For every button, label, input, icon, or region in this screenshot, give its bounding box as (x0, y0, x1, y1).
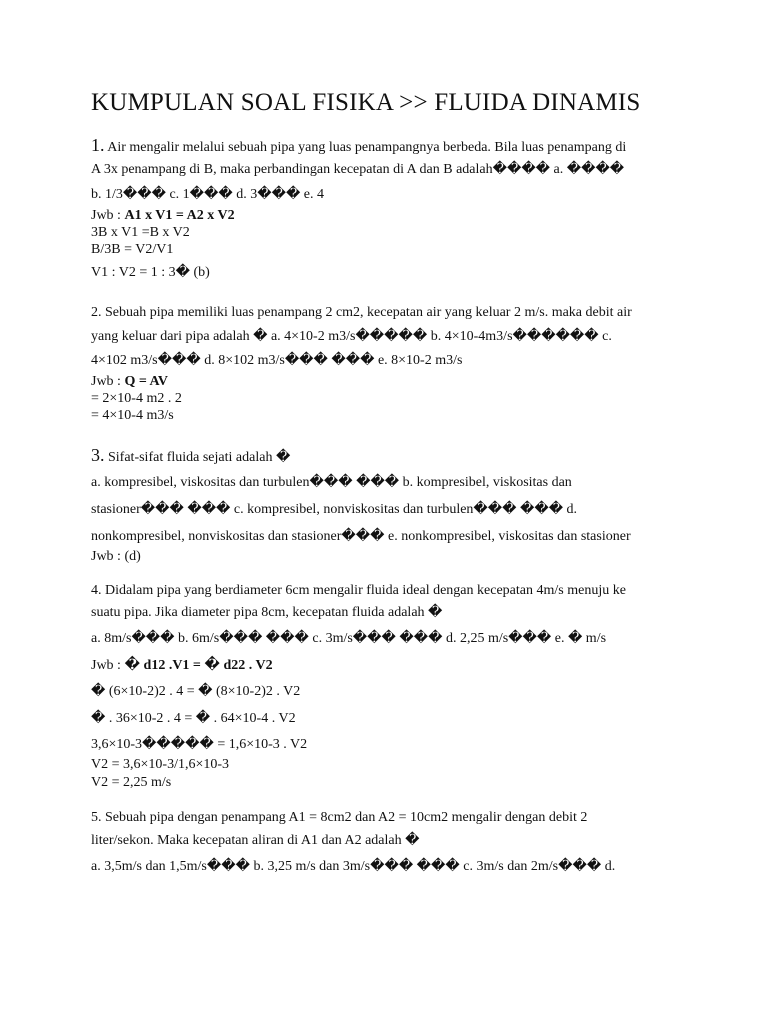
q5-line-1: 5. Sebuah pipa dengan penampang A1 = 8cm2 dan A2 = 10cm2 mengalir dengan debit 2 (91, 810, 588, 825)
q4-options: a. 8m/s��� b. 6m/s��� ��� c. 3m/s��� ��� d. 2,25 m/s��� e. � m/s (91, 631, 607, 646)
q1-jwb-label: Jwb : (91, 208, 125, 223)
q1-step-2: B/3B = V2/V1 (91, 242, 174, 257)
q2-step-2: = 4×10-4 m3/s (91, 408, 174, 423)
q1-options: b. 1/3��� c. 1��� d. 3��� e. 4 (91, 187, 325, 202)
q4-step-2: � . 36×10-2 . 4 = � . 64×10-4 . V2 (91, 711, 296, 726)
q3-answer-line: Jwb : (d) (91, 549, 141, 564)
q1-line-2: A 3x penampang di B, maka perbandingan kecepatan di A dan B adalah���� a. ���� (91, 162, 625, 177)
q4-step-1: � (6×10-2)2 . 4 = � (8×10-2)2 . V2 (91, 684, 301, 699)
q2-line-2: yang keluar dari pipa adalah � a. 4×10-2 m3/s����� b. 4×10-4m3/s������ c. (91, 329, 612, 344)
page-title: KUMPULAN SOAL FISIKA >> FLUIDA DINAMIS (91, 89, 641, 116)
q2-answer-line (91, 373, 168, 391)
q4-step-5: V2 = 2,25 m/s (91, 775, 172, 790)
q4-jwb-formula: � d12 .V1 = � d22 . V2 (124, 658, 273, 673)
q4-step-4: V2 = 3,6×10-3/1,6×10-3 (91, 757, 230, 772)
q2-jwb-formula: Q = AV (124, 374, 168, 389)
q4-line-1: 4. Didalam pipa yang berdiameter 6cm mengalir fluida ideal dengan kecepatan 4m/s menuju ke (91, 583, 626, 598)
q4-answer-line (91, 657, 273, 675)
q1-number: 1. (91, 135, 105, 155)
q1-line-1 (91, 136, 626, 157)
q1-jwb-formula: A1 x V1 = A2 x V2 (124, 208, 235, 223)
q2-step-1: = 2×10-4 m2 . 2 (91, 391, 182, 406)
q4-jwb-label: Jwb : (91, 658, 125, 673)
q1-step-3: V1 : V2 = 1 : 3� (b) (91, 265, 210, 280)
q2-line-1: 2. Sebuah pipa memiliki luas penampang 2 cm2, kecepatan air yang keluar 2 m/s. maka debit air (91, 305, 632, 320)
q3-text-1: Sifat-sifat fluida sejati adalah � (104, 450, 291, 465)
q3-line-4: nonkompresibel, nonviskositas dan stasioner��� e. nonkompresibel, viskositas dan stasioner (91, 529, 631, 544)
q1-text-1: Air mengalir melalui sebuah pipa yang luas penampangnya berbeda. Bila luas penampang di (104, 140, 627, 155)
q5-options: a. 3,5m/s dan 1,5m/s��� b. 3,25 m/s dan 3m/s��� ��� c. 3m/s dan 2m/s��� d. (91, 859, 616, 874)
q3-number: 3. (91, 445, 105, 465)
q3-line-1 (91, 446, 290, 467)
q1-answer-line (91, 207, 235, 225)
q4-line-2: suatu pipa. Jika diameter pipa 8cm, kecepatan fluida adalah � (91, 605, 443, 620)
q3-line-2: a. kompresibel, viskositas dan turbulen��� ��� b. kompresibel, viskositas dan (91, 475, 572, 490)
q4-step-3: 3,6×10-3����� = 1,6×10-3 . V2 (91, 737, 308, 752)
q2-options: 4×102 m3/s��� d. 8×102 m3/s��� ��� e. 8×10-2 m3/s (91, 353, 463, 368)
q3-line-3: stasioner��� ��� c. kompresibel, nonviskositas dan turbulen��� ��� d. (91, 502, 578, 517)
q5-line-2: liter/sekon. Maka kecepatan aliran di A1 dan A2 adalah � (91, 833, 420, 848)
q2-jwb-label: Jwb : (91, 374, 125, 389)
q1-step-1: 3B x V1 =B x V2 (91, 225, 190, 240)
